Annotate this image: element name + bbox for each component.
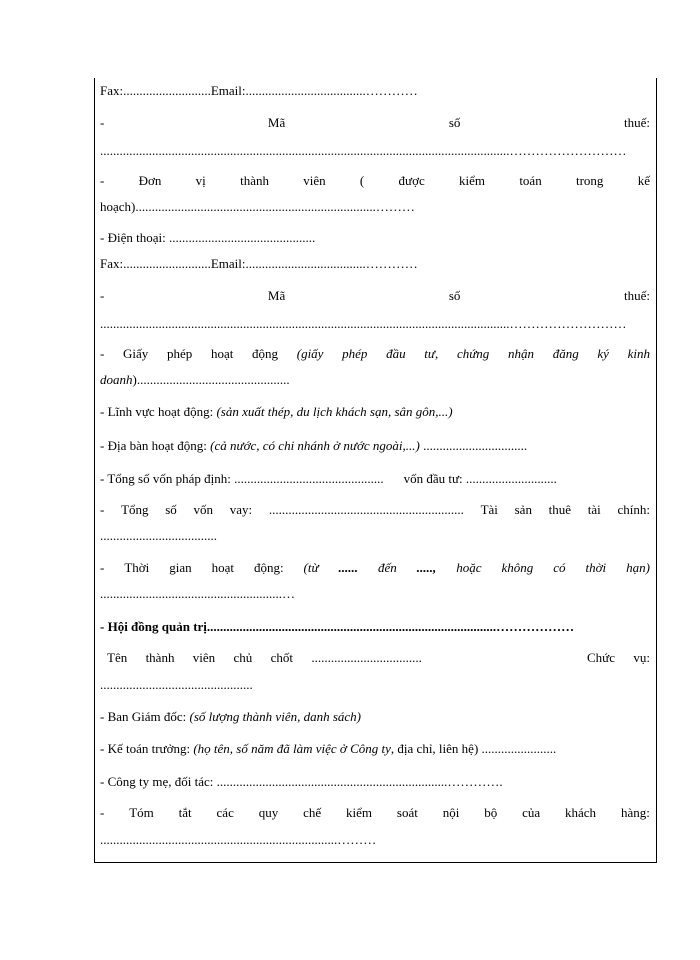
business-field-line: - Lĩnh vực hoạt động: (sản xuất thép, du lịch khách sạn, sân gôn,...) (100, 404, 453, 419)
key-member-line: Tên thành viên chủ chốt .................................. Chức vụ: (107, 650, 650, 665)
tax-code-line-2: - Mã số thuế: (100, 288, 650, 303)
board-of-directors-line: - Hội đồng quản trị.........................................................................................……………… (100, 619, 575, 634)
tax-code-line-1: - Mã số thuế: (100, 115, 650, 130)
loan-continuation: .................................... (100, 528, 217, 543)
operating-area-line: - Địa bàn hoạt động: (cả nước, có chi nhánh ở nước ngoài,...) ................................ (100, 438, 528, 453)
license-continuation: doanh)............................................... (100, 372, 290, 387)
loan-line: - Tổng số vốn vay: ............................................................ Tài sản thuê tài chính: (100, 502, 650, 517)
key-member-continuation: ............................................... (100, 677, 253, 692)
chief-accountant-line: - Kế toán trưởng: (họ tên, số năm đã làm việc ở Công ty, địa chỉ, liên hệ) ....................... (100, 741, 557, 756)
license-line: - Giấy phép hoạt động (giấy phép đầu tư, chứng nhận đăng ký kinh (100, 346, 650, 361)
phone-line: - Điện thoại: ............................................. (100, 230, 316, 245)
fax-email-line-2: Fax:...........................Email:.....................................………… (100, 256, 418, 271)
internal-control-line: - Tóm tắt các quy chế kiểm soát nội bộ của khách hàng: (100, 805, 650, 820)
tax-code-dots-1: ..............................................................................................................................……………………… (100, 143, 627, 158)
capital-line: - Tổng số vốn pháp định: .............................................. vốn đầu tư: ............................ (100, 471, 557, 486)
internal-control-continuation: .........................................................................……… (100, 832, 377, 847)
management-line: - Ban Giám đốc: (số lượng thành viên, danh sách) (100, 709, 361, 724)
tax-code-dots-2: ..............................................................................................................................……………………… (100, 316, 627, 331)
fax-email-line-1: Fax:...........................Email:.....................................………… (100, 83, 418, 98)
operating-time-line: - Thời gian hoạt động: (từ ...... đến ....., hoặc không có thời hạn) (100, 560, 650, 575)
parent-company-line: - Công ty mẹ, đối tác: .......................................................................…………. (100, 774, 503, 789)
member-unit-line: - Đơn vị thành viên ( được kiểm toán trong kế (100, 173, 650, 188)
operating-time-continuation: ........................................................… (100, 586, 295, 601)
member-unit-continuation: hoạch)..........................................................................……… (100, 199, 415, 214)
